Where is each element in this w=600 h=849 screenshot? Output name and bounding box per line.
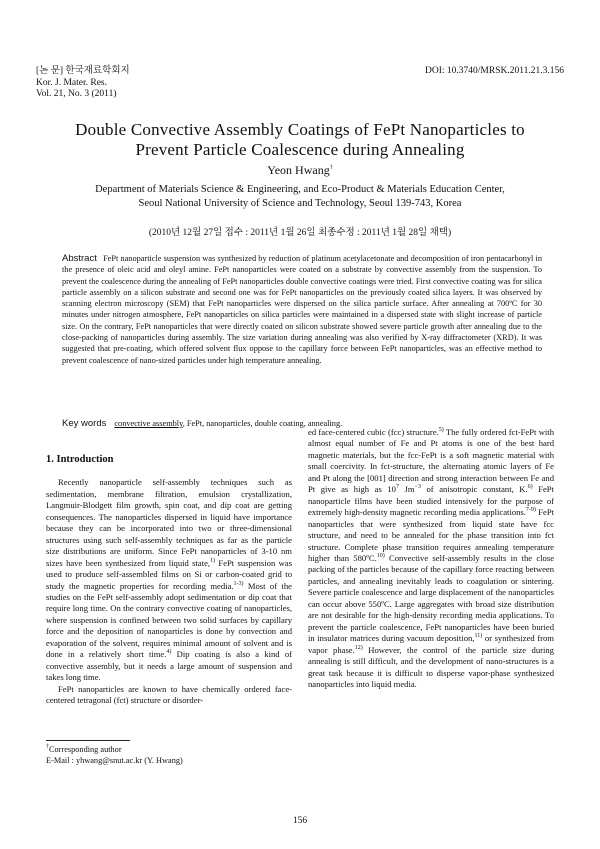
text-run: However, the control of the particle size during annealing is still difficult, and the development of nano-structures is a great task because it is difficult to disperse vapor-phase synthesized nanoparticles into liquid media. xyxy=(308,644,554,689)
title-line-1: Double Convective Assembly Coatings of FePt Nanoparticles to xyxy=(75,120,525,139)
text-run: Dip coating is also a kind of convective assembly, but it needs a large amount of suspension and takes long time. xyxy=(46,649,292,683)
keyword-link[interactable]: convective assembly xyxy=(114,419,183,428)
abstract-text: FePt nanoparticle suspension was synthesized by reduction of platinum acetylacetonate and decomposition of iron pentacarbonyl in the presence of oleic acid and oleyl amine. FePt nanoparticles were coated on a substrate by convective assembly from the suspension. To prevent the coalescence during the annealing of FePt nanoparticles double convective coatings were tried. First convective coating was for silica particle assembly on a silicon substrate and second one was for FePt nanoparticles on the previously coated silica layers. It was observed by scanning electron microscopy (SEM) that FePt nanoparticles were dispersed on the silica particle surface. After annealing at 700ºC for 30 minutes under nitrogen atmosphere, FePt nanoparticles on silica particles were maintained in a dispersed state with slight increase of particle size. On the contrary, FePt nanoparticles that were directly coated on silicon substrate showed severe particle growth after annealing due to the close-packing of nanoparticles during assembly. The size variation during annealing was also verified by X-ray diffractometer (XRD). It was suggested that pre-coating, which offered solvent flux oppose to the capillary force between FePt nanoparticles, was an effective method to prevent coalescence of nano-sized particles under high temperature annealing. xyxy=(62,254,542,365)
footnote-email: E-Mail : yhwang@snut.ac.kr (Y. Hwang) xyxy=(46,756,183,765)
author xyxy=(0,163,600,178)
reference: 1) xyxy=(210,557,216,564)
reference: 7-9) xyxy=(525,507,536,514)
affiliation-line-1: Department of Materials Science & Engineering, and Eco-Product & Materials Education Center, xyxy=(95,184,505,195)
page-number: 156 xyxy=(292,816,308,826)
keywords-label: Key words xyxy=(62,418,107,429)
journal-name-korean: [논 문] 한국재료학회지 xyxy=(36,66,130,76)
text-run: FePt nanoparticles that were synthesized from liquid state have fcc structure, and need to be annealed for the phase transition into fct structure. Complete phase transition requires annealing temperature higher than 580ºC. xyxy=(308,507,554,563)
paragraph: FePt nanoparticles are known to have chemically ordered face-centered tetragonal (fct) structure or disorder- xyxy=(46,683,292,706)
reference: 6) xyxy=(527,484,533,491)
footnote-mark: † xyxy=(46,744,49,751)
paper-title xyxy=(0,120,600,159)
journal-name-english: Kor. J. Mater. Res. xyxy=(36,77,107,88)
reference: 4) xyxy=(166,649,172,656)
reference: 12) xyxy=(354,644,363,651)
text-run: FePt suspension was used to produce self-assembled films on Si or carbon-coated grid to study the magnetic properties for recording media. xyxy=(46,557,292,591)
doi: DOI: 10.3740/MRSK.2011.21.3.156 xyxy=(425,66,564,76)
exponent: 7 xyxy=(395,484,399,491)
text-run: Convective self-assembly results in the close packing of the particles because of the capillary force reacting between particles, and annealing inevitably leads to coagulation or sintering. Severe particle coalescence and large displacement of the nanoparticles can occur above 550ºC. Large aggregates with broad size distribution are not desirable for the high-density recording media applications. To prevent the particle coalescence, FePt nanoparticles have been buried in insulator matrices during vacuum deposition, xyxy=(308,552,555,644)
paragraph xyxy=(46,477,292,683)
reference: 10) xyxy=(376,553,385,560)
abstract-label: Abstract xyxy=(62,253,97,264)
text-run: of anisotropic constant, K. xyxy=(420,484,528,495)
paragraph xyxy=(308,427,554,690)
footnote-text: Corresponding author xyxy=(49,745,122,754)
right-column xyxy=(308,427,554,690)
text-run: ed face-centered cubic (fcc) structure. xyxy=(308,427,439,437)
footnote xyxy=(46,744,183,766)
abstract xyxy=(62,253,542,366)
section-title: 1. Introduction xyxy=(46,454,114,465)
footnote-divider xyxy=(46,740,130,741)
reference: 1-3) xyxy=(233,580,244,587)
text-run: or synthesized from vapor phase. xyxy=(308,633,554,655)
author-name: Yeon Hwang xyxy=(267,163,330,177)
journal-header xyxy=(36,66,130,101)
reference: 11) xyxy=(474,633,483,640)
corresponding-mark: † xyxy=(329,165,333,171)
text-run: FePt nanoparticle films have been studied intensively for the purpose of extremely high-density magnetic recording media applications. xyxy=(308,484,554,518)
affiliation-line-2: Seoul National University of Science and Technology, Seoul 139-743, Korea xyxy=(138,197,462,209)
footnote-line-1 xyxy=(46,744,183,755)
left-column xyxy=(46,454,292,707)
text-run: Recently nanoparticle self-assembly techniques such as sedimentation, membrane filtration, emulsion crystallization, Langmuir-Blodgett film growth, spin coat, and dip coat are getting consequences. The nanoparticles dispersed in liquid have importance because they can be incorporated into two or three-dimensional structures using such self-assembly techniques as far as the particle size distributions are uniform. Since FePt nanoparticles of 3-10 nm sizes have been synthesized from liquid state, xyxy=(46,477,292,568)
title-line-2: Prevent Particle Coalescence during Annealing xyxy=(135,139,465,159)
exponent: −3 xyxy=(414,484,421,491)
affiliation xyxy=(0,183,600,210)
keywords-rest: , FePt, nanoparticles, double coating, annealing. xyxy=(182,419,343,428)
text-run: The fully ordered fct-FePt with almost equal number of Fe and Pt atoms is one of the best hard magnetic materials, but the fcc-FePt is a soft magnetic material with small coercivity. In fct-structure, the alternating atomic layers of Fe and Pt along the [001] direction and strong interaction between Fe and Pt give as high as 10 xyxy=(308,427,554,495)
reference: 5) xyxy=(438,427,444,434)
journal-volume: Vol. 21, No. 3 (2011) xyxy=(36,89,117,99)
text-run: Most of the studies on the FePt self-assembly adopt sedimentation or dip coat that require long time. On the contrary convective coating of nanoparticles, where suspension is confined between two solid surfaces by capillary force and the deposition of nanoparticles is done by convection and evaporation of the solvent, requires minimal amount of solvent and is done in a relatively short time. xyxy=(46,580,292,660)
text-run: Jm xyxy=(398,484,415,495)
received-dates: (2010년 12월 27일 접수 : 2011년 1월 26일 최종수정 : 2011년 1월 28일 채택) xyxy=(148,228,452,238)
